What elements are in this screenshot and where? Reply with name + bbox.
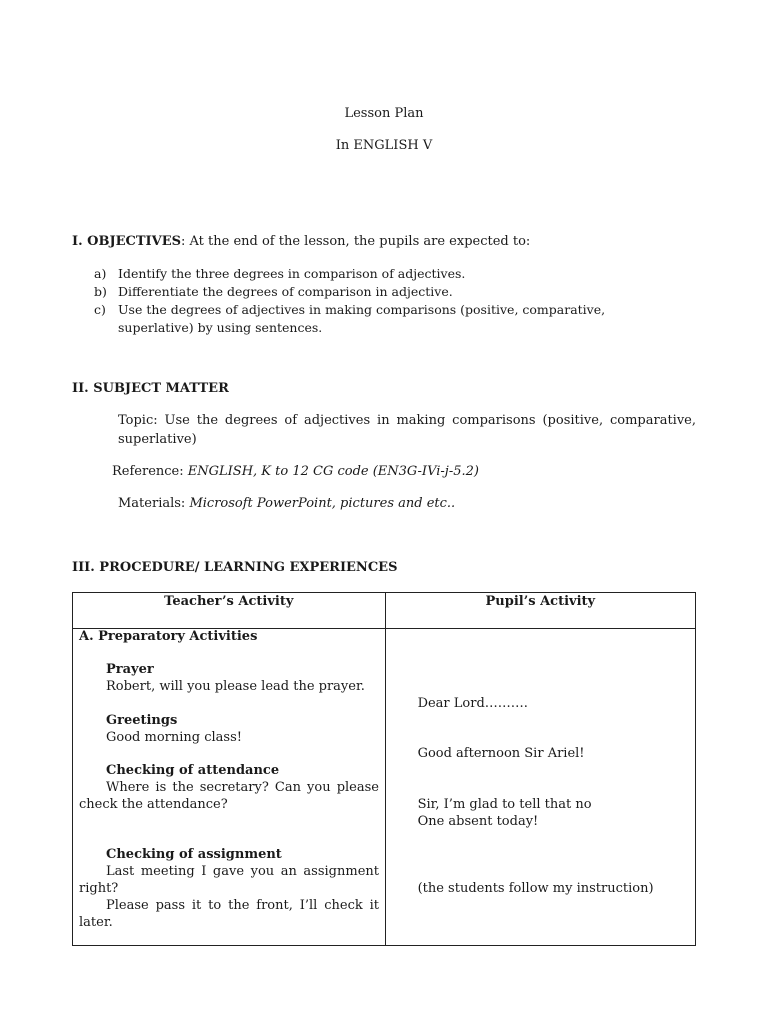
objectives-heading <box>72 234 530 249</box>
assignment-text-1: Last meeting I gave you an assignment right? <box>79 864 379 896</box>
objectives-list <box>72 265 632 337</box>
table-row <box>73 629 696 946</box>
section-a-title: A. Preparatory Activities <box>79 629 258 644</box>
topic-text: Use the degrees of adjectives in making comparisons (positive, comparative, superlative) <box>118 413 696 447</box>
materials-label: Materials: <box>118 496 190 511</box>
pupil-assignment-response: (the students follow my instruction) <box>417 881 654 896</box>
teacher-activity-cell <box>73 629 386 946</box>
topic-line <box>118 412 696 449</box>
teacher-column-header: Teacher’s Activity <box>73 593 386 629</box>
table-header-row <box>73 593 696 629</box>
procedure-table <box>72 592 696 946</box>
greetings-title: Greetings <box>106 713 178 728</box>
objectives-intro: : At the end of the lesson, the pupils are expected to: <box>181 234 531 249</box>
procedure-heading: III. PROCEDURE/ LEARNING EXPERIENCES <box>72 560 398 575</box>
objective-item: b) Differentiate the degrees of comparison in adjective. <box>94 284 453 299</box>
objective-item: a) Identify the three degrees in comparison of adjectives. <box>94 266 466 281</box>
pupil-attendance-response-2: One absent today! <box>417 814 539 829</box>
objective-item: c) Use the degrees of adjectives in making comparisons (positive, comparative, superlative) by using sentences. <box>94 302 606 335</box>
objectives-label: I. OBJECTIVES <box>72 234 181 249</box>
pupil-activity-cell <box>385 629 695 946</box>
assignment-text-2: Please pass it to the front, I’ll check it later. <box>79 898 379 930</box>
greetings-text: Good morning class! <box>106 730 242 745</box>
materials-line <box>118 495 696 514</box>
materials-text: Microsoft PowerPoint, pictures and etc.. <box>189 496 456 511</box>
assignment-title: Checking of assignment <box>106 847 282 862</box>
subject-matter-heading: II. SUBJECT MATTER <box>72 381 229 396</box>
reference-text: ENGLISH, K to 12 CG code (EN3G-IVi-j-5.2) <box>187 464 479 479</box>
pupil-prayer-response: Dear Lord………. <box>417 696 528 711</box>
reference-line <box>112 463 696 482</box>
pupil-column-header: Pupil’s Activity <box>385 593 695 629</box>
prayer-text: Robert, will you please lead the prayer. <box>106 679 365 694</box>
topic-label: Topic: <box>118 413 165 428</box>
attendance-text: Where is the secretary? Can you please check the attendance? <box>79 780 379 812</box>
pupil-greeting-response: Good afternoon Sir Ariel! <box>417 746 585 761</box>
prayer-title: Prayer <box>106 662 154 677</box>
doc-title: Lesson Plan <box>344 106 424 121</box>
reference-label: Reference: <box>112 464 188 479</box>
attendance-title: Checking of attendance <box>106 763 280 778</box>
doc-subtitle: In ENGLISH V <box>335 138 433 153</box>
pupil-attendance-response-1: Sir, I’m glad to tell that no <box>417 797 592 812</box>
